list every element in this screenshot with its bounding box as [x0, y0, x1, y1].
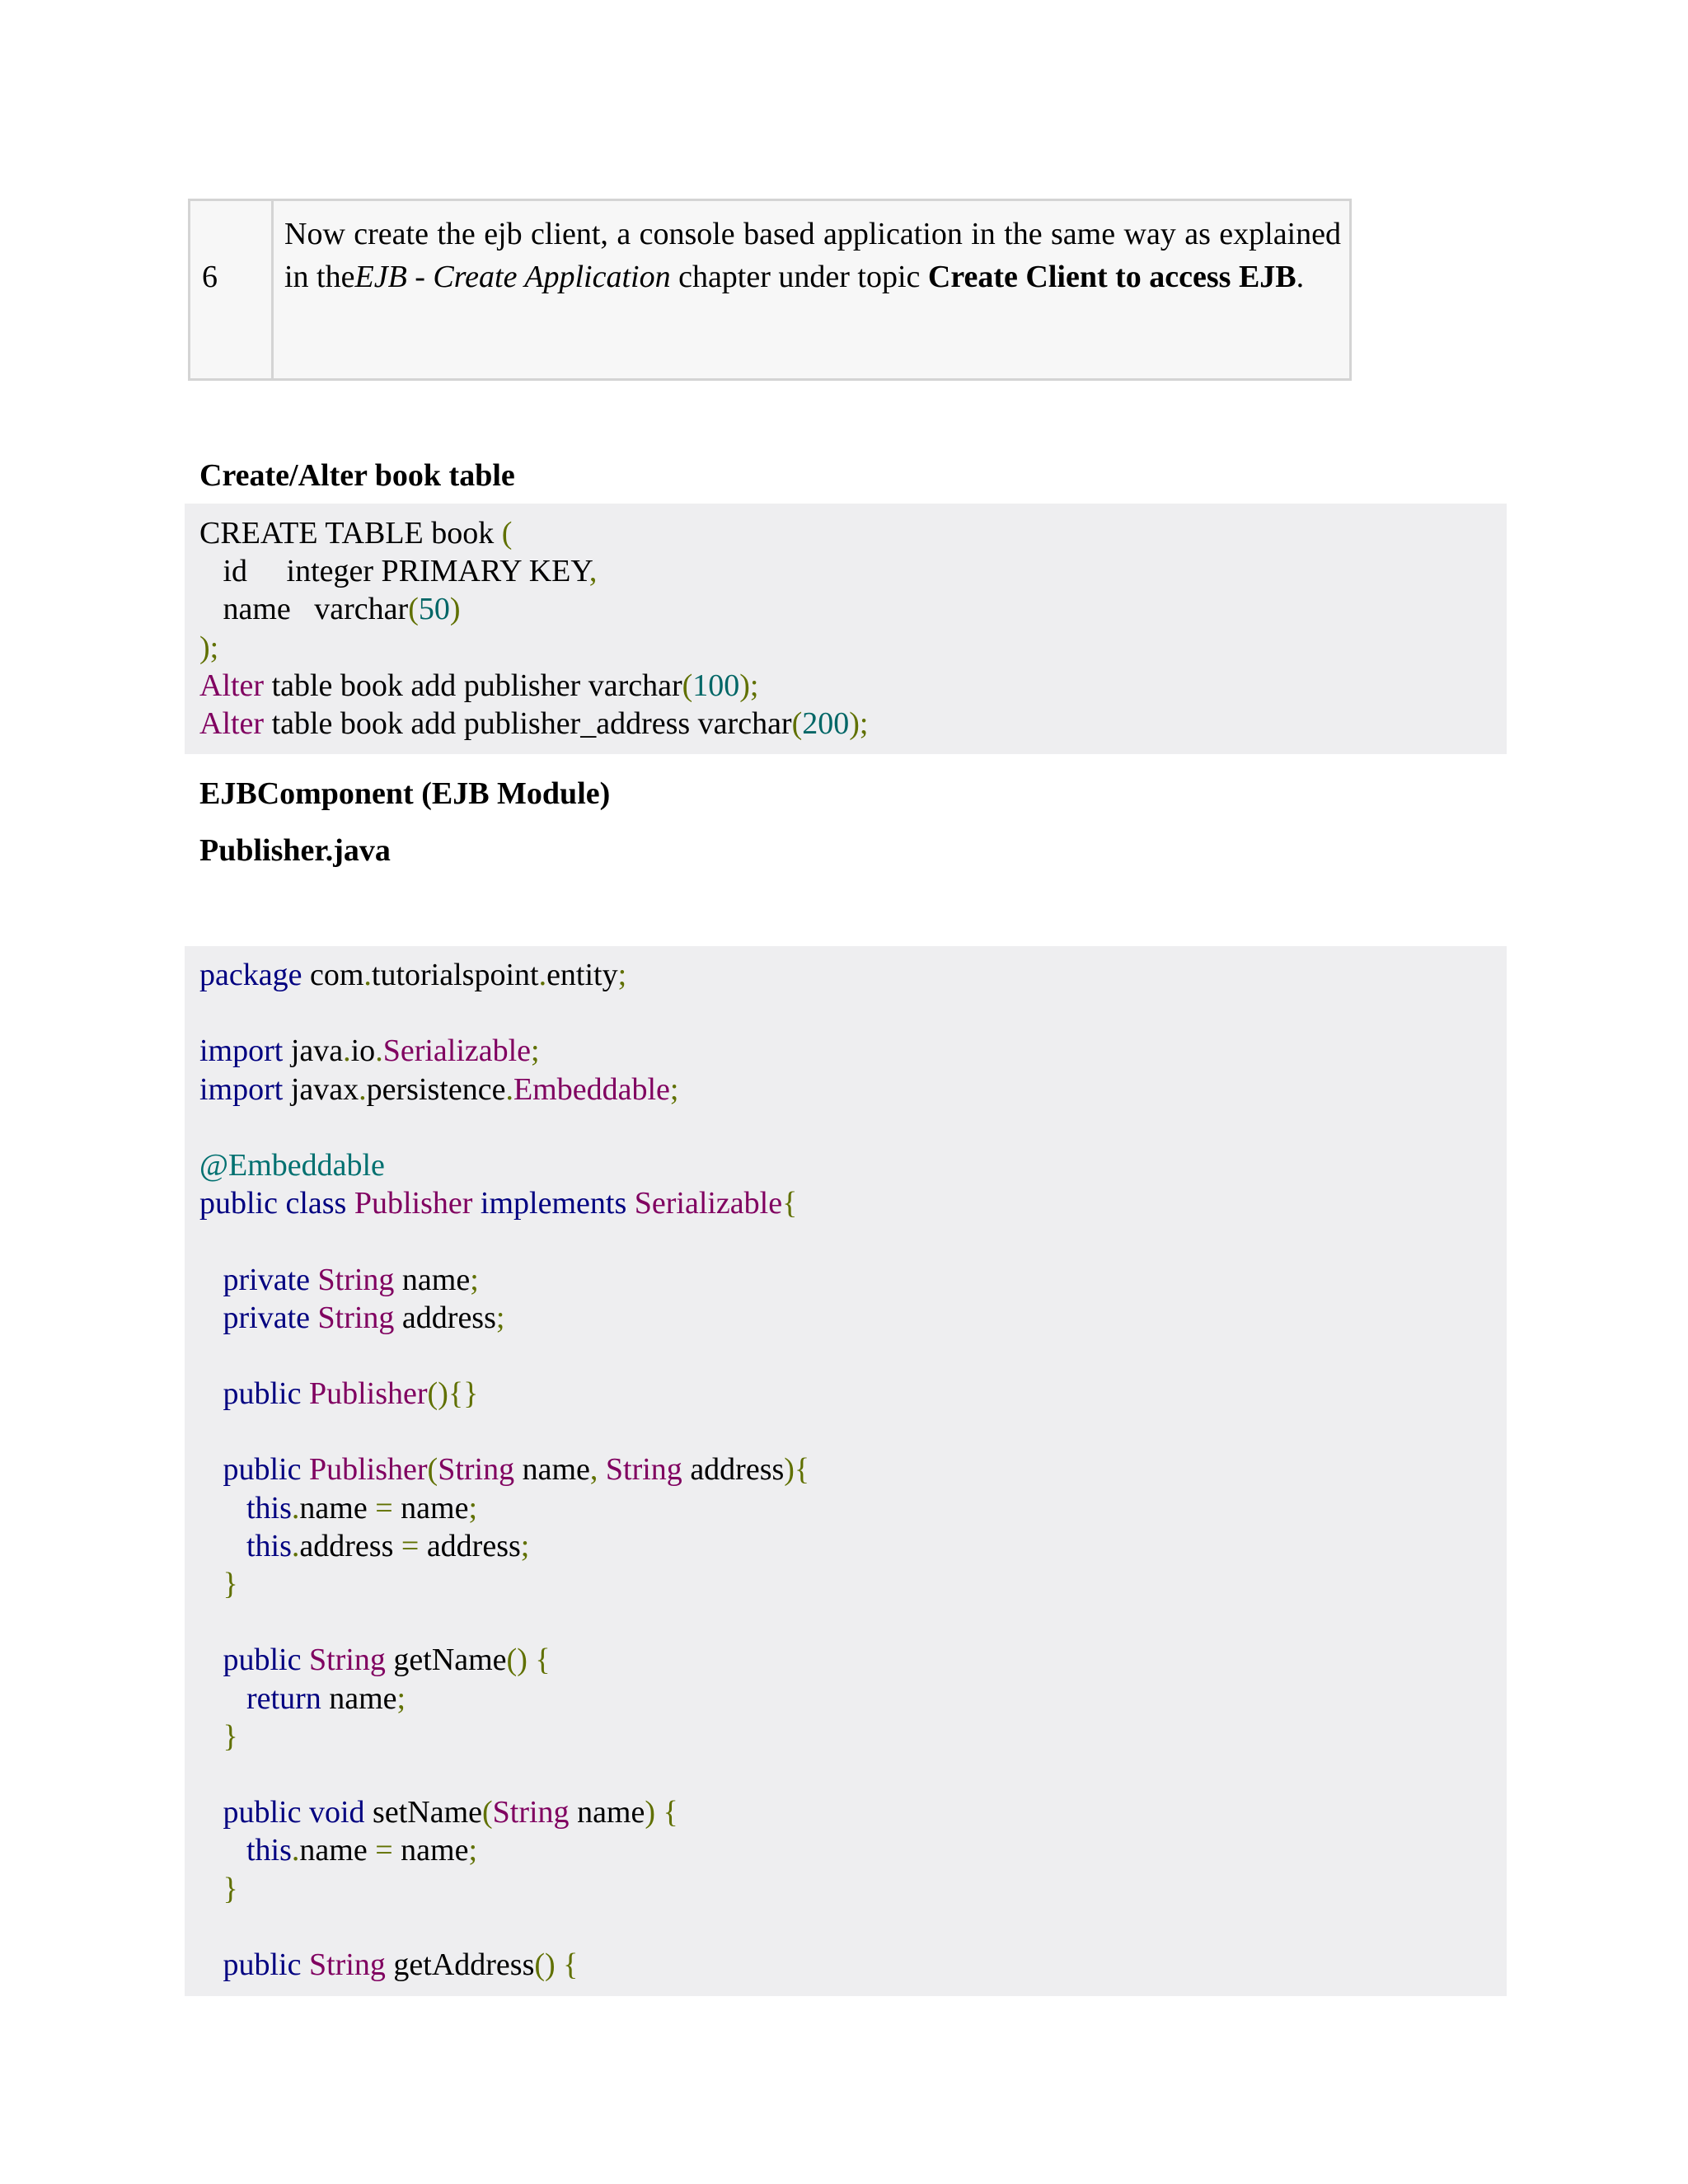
code-token: table book add publisher_address varchar: [264, 705, 792, 741]
code-token: getAddress: [385, 1947, 535, 1982]
code-token: );: [739, 668, 759, 703]
code-token: ,: [588, 554, 598, 589]
code-token: name: [321, 1680, 397, 1716]
code-token: [310, 1301, 318, 1335]
code-line: [199, 1565, 1507, 1603]
code-token: name varchar: [199, 592, 409, 627]
code-line: [199, 1108, 1507, 1146]
code-line: [199, 1071, 1507, 1108]
code-token: [199, 1947, 223, 1982]
code-token: [472, 1186, 481, 1221]
code-token: Publisher: [308, 1452, 428, 1488]
code-token: String: [308, 1947, 386, 1982]
step-text-end: .: [1296, 260, 1305, 294]
code-token: com: [302, 958, 364, 992]
sql-code-block: [185, 504, 1507, 754]
code-token: (){}: [427, 1376, 479, 1412]
code-line: [199, 1680, 1507, 1718]
code-token: [598, 1452, 606, 1487]
code-token: javax: [283, 1071, 359, 1107]
code-token: private: [223, 1262, 311, 1297]
code-token: Embeddable: [513, 1071, 670, 1107]
code-line: [199, 705, 1507, 743]
code-line: [199, 1755, 1507, 1793]
code-token: ;: [520, 1528, 530, 1563]
code-line: [199, 1831, 1507, 1869]
step-description: [284, 213, 1341, 298]
step-text-part1: Now create the ejb client, a console based application in the same way as explained in the: [284, 217, 1341, 294]
code-token: public: [223, 1452, 302, 1488]
code-token: [199, 1643, 223, 1677]
code-token: address: [419, 1528, 521, 1563]
code-token: ;: [396, 1680, 406, 1716]
code-line: [199, 1032, 1507, 1070]
code-token: [626, 1186, 635, 1221]
code-token: [556, 1947, 564, 1982]
code-token: {: [563, 1947, 579, 1982]
code-token: address: [394, 1300, 496, 1335]
code-token: .: [291, 1528, 300, 1563]
code-token: (: [791, 705, 803, 741]
code-token: [199, 1567, 223, 1601]
code-token: [301, 1452, 309, 1487]
code-token: Alter: [199, 668, 265, 703]
code-line: [199, 1793, 1507, 1831]
code-token: io: [350, 1033, 376, 1069]
code-token: .: [343, 1033, 351, 1069]
code-token: =: [375, 1833, 393, 1868]
code-token: getName: [385, 1643, 507, 1678]
code-line: [199, 1603, 1507, 1641]
code-line: [199, 994, 1507, 1032]
heading-create-alter: Create/Alter book table: [199, 458, 515, 493]
code-token: [199, 1376, 223, 1411]
code-token: [199, 1795, 223, 1830]
code-token: .: [538, 958, 547, 992]
code-line: [199, 1908, 1507, 1946]
code-token: private: [223, 1300, 311, 1335]
step-text-bold: Create Client to access EJB: [927, 260, 1296, 294]
code-line: [199, 1261, 1507, 1299]
code-token: );: [849, 705, 869, 741]
step-table: [188, 199, 1352, 381]
code-token: [199, 1263, 223, 1297]
code-line: [199, 590, 1507, 628]
code-token: table book add publisher varchar: [264, 668, 682, 703]
code-token: [199, 1833, 246, 1868]
code-token: name: [394, 1262, 471, 1297]
step-text-italic: EJB - Create Application: [354, 260, 671, 294]
code-token: name: [514, 1452, 590, 1488]
code-token: [199, 1301, 223, 1335]
code-token: Serializable: [634, 1186, 783, 1221]
code-token: [199, 1719, 223, 1754]
code-token: 100: [692, 668, 740, 703]
code-token: (): [506, 1643, 528, 1678]
code-token: String: [317, 1300, 395, 1335]
code-token: name: [299, 1490, 376, 1526]
code-token: }: [223, 1567, 238, 1601]
code-token: entity: [546, 958, 618, 992]
code-token: ;: [531, 1033, 540, 1069]
code-token: String: [317, 1262, 395, 1297]
code-line: [199, 1946, 1507, 1984]
code-line: [199, 1870, 1507, 1908]
code-line: [199, 956, 1507, 994]
code-token: Alter: [199, 705, 265, 741]
code-token: }: [223, 1718, 238, 1754]
code-line: [199, 1337, 1507, 1375]
code-line: [199, 1184, 1507, 1222]
code-token: Publisher: [354, 1186, 473, 1221]
code-token: ;: [495, 1300, 505, 1335]
code-token: public class: [199, 1186, 347, 1221]
code-token: (: [482, 1795, 493, 1830]
code-token: (: [682, 668, 693, 703]
code-token: package: [199, 958, 302, 992]
code-token: (: [427, 1452, 438, 1488]
code-token: [199, 1681, 246, 1716]
code-token: [301, 1643, 309, 1677]
code-token: (: [501, 516, 513, 551]
code-line: [199, 1413, 1507, 1451]
code-token: this: [246, 1528, 292, 1563]
code-token: Publisher: [308, 1376, 428, 1412]
code-token: return: [246, 1680, 321, 1716]
code-line: [199, 1527, 1507, 1565]
code-line: [199, 1375, 1507, 1413]
code-token: name: [392, 1833, 469, 1868]
code-token: }: [223, 1871, 238, 1906]
code-token: [346, 1186, 354, 1221]
code-line: [199, 629, 1507, 667]
code-token: String: [438, 1452, 515, 1488]
code-token: ): [449, 592, 461, 627]
code-token: .: [505, 1071, 513, 1107]
code-line: [199, 1641, 1507, 1679]
code-token: public: [223, 1947, 302, 1982]
code-token: [301, 1947, 309, 1982]
code-token: ;: [617, 958, 627, 992]
code-token: @Embeddable: [199, 1147, 385, 1183]
code-token: name: [299, 1833, 376, 1868]
code-token: setName: [364, 1795, 482, 1830]
code-line: [199, 1489, 1507, 1527]
code-token: .: [291, 1833, 300, 1868]
code-token: String: [605, 1452, 682, 1488]
code-token: address: [299, 1528, 401, 1563]
code-token: [199, 1452, 223, 1487]
code-token: CREATE TABLE book: [199, 516, 502, 551]
code-token: ;: [468, 1490, 477, 1526]
step-text-part2: chapter under topic: [670, 260, 928, 294]
code-line: [199, 1451, 1507, 1488]
code-token: [199, 1491, 246, 1526]
step-number: 6: [190, 201, 274, 378]
code-line: [199, 1718, 1507, 1755]
code-token: public: [223, 1376, 302, 1412]
code-token: import: [199, 1033, 284, 1069]
code-token: tutorialspoint: [371, 958, 539, 992]
code-token: name: [392, 1490, 469, 1526]
code-token: ): [645, 1795, 656, 1830]
code-token: ,: [589, 1452, 598, 1488]
code-token: 200: [802, 705, 850, 741]
code-token: String: [492, 1795, 570, 1830]
code-line: [199, 1222, 1507, 1260]
code-token: address: [682, 1452, 785, 1488]
code-token: .: [363, 958, 372, 992]
code-token: java: [283, 1033, 344, 1069]
code-token: (): [534, 1947, 556, 1982]
java-code-block: [185, 946, 1507, 1996]
code-token: {: [663, 1795, 678, 1830]
heading-ejb-component: EJBComponent (EJB Module): [199, 776, 611, 811]
code-token: [310, 1263, 318, 1297]
code-token: name: [569, 1795, 645, 1830]
code-token: {: [535, 1643, 551, 1678]
code-token: );: [199, 630, 219, 665]
code-token: public: [223, 1643, 302, 1678]
code-token: implements: [480, 1186, 627, 1221]
code-token: .: [291, 1490, 300, 1526]
code-token: {: [782, 1186, 798, 1221]
code-line: [199, 667, 1507, 705]
code-token: ){: [784, 1452, 810, 1488]
code-token: Serializable: [382, 1033, 532, 1069]
code-token: ;: [468, 1833, 477, 1868]
code-token: [528, 1643, 536, 1677]
code-token: String: [308, 1643, 386, 1678]
code-token: id integer PRIMARY KEY: [199, 554, 589, 589]
code-token: [199, 1529, 246, 1563]
code-token: [655, 1795, 663, 1830]
code-token: .: [359, 1071, 367, 1107]
code-token: this: [246, 1490, 292, 1526]
code-token: ;: [470, 1262, 479, 1297]
code-token: import: [199, 1071, 284, 1107]
code-token: ;: [669, 1071, 679, 1107]
code-token: (: [408, 592, 419, 627]
code-line: [199, 514, 1507, 552]
code-token: this: [246, 1833, 292, 1868]
code-token: [301, 1376, 309, 1411]
code-token: .: [375, 1033, 383, 1069]
code-line: [199, 552, 1507, 590]
code-token: persistence: [366, 1071, 506, 1107]
heading-publisher-java: Publisher.java: [199, 833, 391, 868]
code-line: [199, 1146, 1507, 1184]
code-token: 50: [418, 592, 450, 627]
code-token: =: [401, 1528, 420, 1563]
code-token: public void: [223, 1795, 365, 1830]
code-token: =: [375, 1490, 393, 1526]
code-line: [199, 1299, 1507, 1337]
code-token: [199, 1872, 223, 1906]
